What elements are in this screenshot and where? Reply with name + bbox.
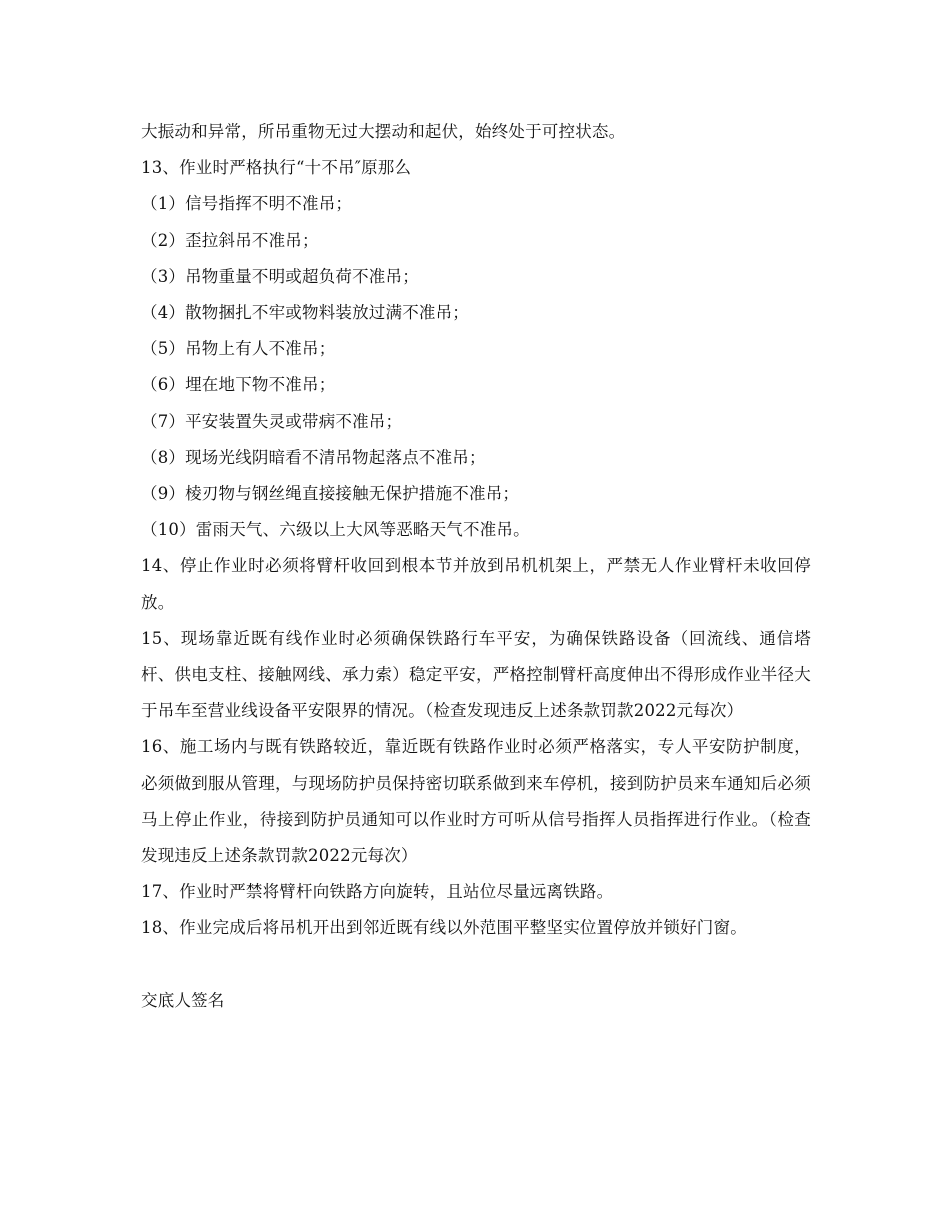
rule-13-item-4: （4）散物捆扎不牢或物料装放过满不准吊；: [141, 303, 469, 323]
signature-label: 交底人签名: [141, 990, 225, 1010]
rule-17-paragraph: 17、作业时严禁将臂杆向铁路方向旋转，且站位尽量远离铁路。: [141, 882, 614, 902]
rule-13-item-5: （5）吊物上有人不准吊；: [141, 339, 336, 359]
rule-13-item-2: （2）歪拉斜吊不准吊；: [141, 230, 319, 250]
rule-13-item-6: （6）埋在地下物不准吊；: [141, 375, 336, 395]
rule-13-item-1: （1）信号指挥不明不准吊；: [141, 194, 353, 214]
rule-15-paragraph: 15、现场靠近既有线作业时必须确保铁路行车平安，为确保铁路设备（回流线、通信塔杆、供电支柱、接触网线、承力索）稳定平安，严格控制臂杆高度伸出不得形成作业半径大于吊车至营业线设备平安限界的情况。（检查发现违反上述条款罚款2022元每次）: [141, 628, 811, 721]
rule-18-paragraph: 18、作业完成后将吊机开出到邻近既有线以外范围平整坚实位置停放并锁好门窗。: [141, 918, 747, 938]
rule-16-paragraph: 16、施工场内与既有铁路较近，靠近既有铁路作业时必须严格落实，专人平安防护制度，必须做到服从管理，与现场防护员保持密切联系做到来车停机，接到防护员来车通知后必须马上停止作业，待接到防护员通知可以作业时方可听从信号指挥人员指挥进行作业。（检查发现违反上述条款罚款2022元每次）: [141, 737, 811, 866]
rule-13-item-3: （3）吊物重量不明或超负荷不准吊；: [141, 266, 419, 286]
document-body: [141, 114, 811, 1019]
rule-13-item-7: （7）平安装置失灵或带病不准吊；: [141, 411, 403, 431]
rule-13-item-10: （10）雷雨天气、六级以上大风等恶略天气不准吊。: [141, 520, 530, 540]
rule-13-item-8: （8）现场光线阴暗看不清吊物起落点不准吊；: [141, 447, 486, 467]
rule-13-heading: 13、作业时严格执行“十不吊″原那么: [141, 158, 412, 178]
rule-14-paragraph: 14、停止作业时必须将臂杆收回到根本节并放到吊机机架上，严禁无人作业臂杆未收回停放。: [141, 556, 811, 612]
spacer: [141, 947, 811, 983]
text-line-continuation: 大振动和异常，所吊重物无过大摆动和起伏，始终处于可控状态。: [141, 122, 626, 141]
rule-13-item-9: （9）棱刃物与钢丝绳直接接触无保护措施不准吊；: [141, 484, 520, 504]
